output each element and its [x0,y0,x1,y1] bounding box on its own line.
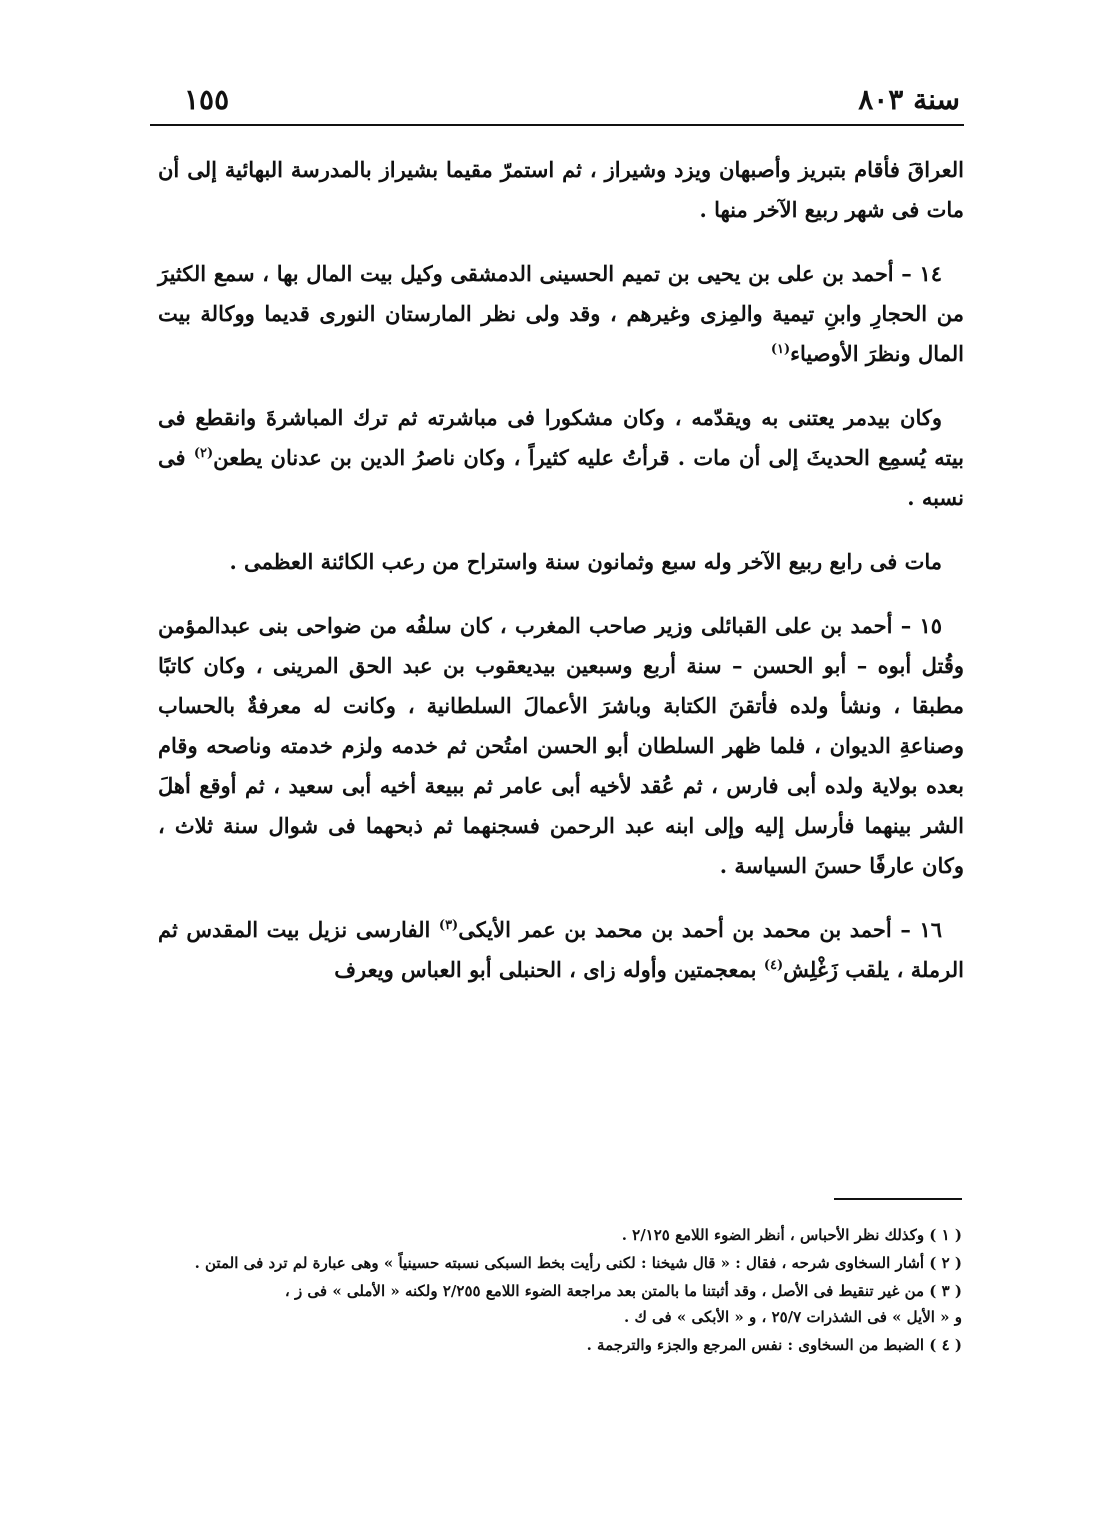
footnote-ref-1: (١) [770,342,791,357]
footnotes [150,1222,962,1360]
entry-16-text-a: ١٦ – أحمد بن محمد بن أحمد بن محمد بن عمر الأيكى [458,917,942,942]
footnote-3-continuation: و « الأيل » فى الشذرات ٢٥/٧ ، و « الأبكى » فى ك . [624,1308,962,1326]
page-number: ١٥٥ [184,83,230,116]
entry-16-text-b: الفارسى نزيل بيت المقدس ثم الرملة ، يلقب زَغْلِش [158,917,964,982]
paragraph-entry-15: ١٥ – أحمد بن على القبائلى وزير صاحب المغرب ، كان سلفُه من ضواحى بنى عبدالمؤمن وقُتل أبوه – أبو الحسن – سنة أربع وسبعين بيديعقوب بن عبد الحق المرينى ، وكان كاتبًا مطبقا ، ونشأ ولده فأتقنَ الكتابة وباشرَ الأعمالَ السلطانية ، وكانت له معرفةٌ بالحساب وصناعةِ الديوان ، فلما ظهر السلطان أبو الحسن امتُحن ثم خدمه ولزم خدمته وناصحه وقام بعده بولاية ولده أبى فارس ، ثم عُقد لأخيه أبى عامر ثم ببيعة أخيه أبى سعيد ، ثم أوقع أهلَ الشر بينهما فأرسل إليه وإلى ابنه عبد الرحمن فسجنهما ثم ذبحهما فى شوال سنة ثلاث ، وكان عارفًا حسنَ السياسة . [158,613,964,878]
page-header [150,78,960,122]
footnote-ref-2: (٢) [193,446,214,461]
paragraph-entry-14 [158,254,964,374]
paragraph-3 [158,398,964,518]
paragraph-1: العراقَ فأقام بتبريز وأصبهان ويزد وشيراز ، ثم استمرّ مقيما بشيراز بالمدرسة البهائية إلى أن مات فى شهر ربيع الآخر منها . [158,157,964,222]
paragraph-3-end: فى نسبه . [158,445,964,510]
entry-16-text-c: بمعجمتين وأوله زاى ، الحنبلى أبو العباس ويعرف [334,957,764,982]
footnote-ref-3: (٣) [438,918,459,933]
paragraph-3-text: وكان بيدمر يعتنى به ويقدّمه ، وكان مشكورا فى مباشرته ثم ترك المباشرةَ وانقطع فى بيته يُسمِع الحديثَ إلى أن مات . قرأتُ عليه كثيراً ، وكان ناصرُ الدين بن عدنان يطعن [158,405,964,470]
paragraph-4: مات فى رابع ربيع الآخر وله سبع وثمانون سنة واستراح من رعب الكائنة العظمى . [229,549,942,574]
paragraph-entry-16 [158,910,964,990]
footnote-4: ( ٤ ) الضبط من السخاوى : نفس المرجع والجزء والترجمة . [586,1336,962,1354]
footnote-ref-4: (٤) [763,958,784,973]
entry-14-text: ١٤ – أحمد بن على بن يحيى بن تميم الحسينى الدمشقى وكيل بيت المال بها ، سمع الكثيرَ من الحجارِ وابنِ تيمية والمِزى وغيرهم ، وقد ولى نظر المارستان النورى قديما ووكالة بيت المال ونظرَ الأوصياء [158,261,964,366]
footnote-1: ( ١ ) وكذلك نظر الأحباس ، أنظر الضوء اللامع ٢/١٢٥ . [621,1226,962,1244]
footnote-3: ( ٣ ) من غير تنقيط فى الأصل ، وقد أثبتنا ما بالمتن بعد مراجعة الضوء اللامع ٢/٢٥٥ ولكنه « الأملى » فى ز ، [284,1282,962,1300]
main-text [158,150,964,1014]
running-title: سنة ٨٠٣ [858,83,960,116]
footnote-2: ( ٢ ) أشار السخاوى شرحه ، فقال : « قال شيخنا : لكنى رأيت بخط السبكى نسبته حسينياً » وهى عبارة لم ترد فى المتن . [194,1254,962,1272]
header-rule [150,124,964,126]
footnote-rule [834,1198,962,1200]
